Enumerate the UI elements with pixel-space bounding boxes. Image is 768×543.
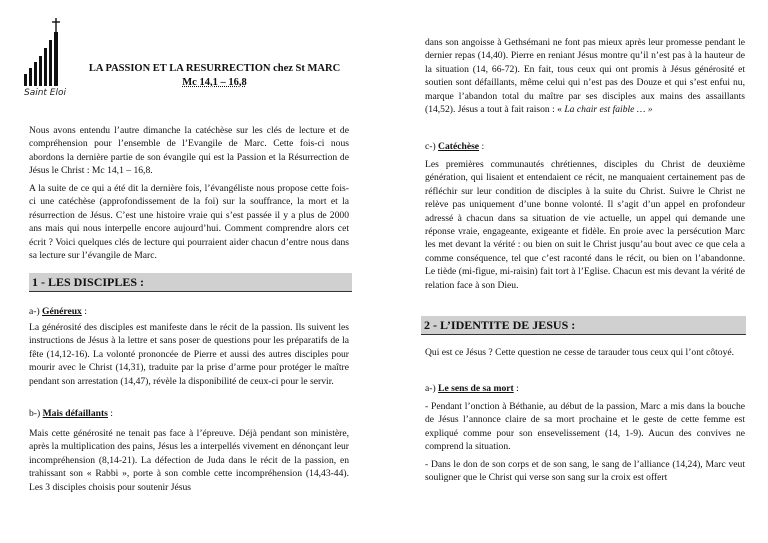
subheading-colon: : [479,141,485,152]
paragraph-sens-mort-2: - Dans le don de son corps et de son sang, le sang de l’alliance (14,24), Marc veut souligner que le Christ qui verse son sang sur la croix est offert [425,459,745,484]
subheading-prefix: b-) [29,408,43,419]
subheading-colon: : [513,383,519,394]
scripture-reference: Mc 14,1 – 16,8 [182,77,247,88]
saint-eloi-logo [20,16,70,106]
subheading-genereux [29,305,87,318]
paragraph-defaillants: Mais cette générosité ne tenait pas face à l’épreuve. Déjà pendant son ministère, après la multiplication des pains, Jésus les a interpellés vivement en dénonçant leur incompréhension (8,14-21). La défection de Juda dans le récit de la passion, en trahissant son « Rabbi », porte à son comble cette incompréhension (14,43-44). Les 3 disciples choisis pour soutenir Jésus [29,428,349,493]
subheading-defaillants [29,407,113,420]
subheading-title: Généreux [42,306,82,317]
section-heading-disciples: 1 - LES DISCIPLES : [29,273,352,292]
subheading-title: Catéchèse [438,141,480,152]
intro-paragraph-1: Nous avons entendu l’autre dimanche la catéchèse sur les clés de lecture et de compréhension pour l’ensemble de l’Evangile de Marc. Cette fois-ci nous abordons la dernière partie de son évangile qui est la Passion et la Résurrection de Jésus le Christ : Mc 14,1 – 16,8. [29,125,349,177]
subheading-title: Le sens de sa mort [438,383,514,394]
page-title: LA PASSION ET LA RESURRECTION chez St MARC [88,63,341,74]
subheading-prefix: a-) [425,383,439,394]
subheading-title: Mais défaillants [42,408,108,419]
subheading-colon: : [81,306,87,317]
logo-label: Saint Eloi [23,88,67,98]
subheading-sens-mort [425,382,519,395]
subheading-prefix: a-) [29,306,43,317]
paragraph-catechese: Les premières communautés chrétiennes, disciples du Christ de deuxième génération, qui lisaient et entendaient ce récit, ne manquaient certainement pas de réfléchir sur leur condition de disciples à la suite du Christ. Suivre le Christ ne relève pas uniquement d’une bonne volonté. Il s’agit d’un appel en profondeur adressé à chacun dans sa situation de vie actuelle, un appel qui demande une réponse vraie, engageante, exigeante et fidèle. En proie avec la persécution Marc les met devant la vérité : ou bien on suit le Christ jusqu’au bout avec ce que cela a comme conséquence, tel que c’est raconté dans le récit, ou bien on l’abandonne. Le tiède (mi-figue, mi-raisin) fait tort à l’Eglise. Chacun est mis devant la vérité de relation face à son Dieu. [425,159,745,291]
intro-paragraph-2: A la suite de ce qui a été dit la dernière fois, l’évangéliste nous propose cette fois-ci une catéchèse (approfondissement de la foi) sur la souffrance, la mort et la résurrection de Jésus. C’est une histoire vraie qui s’est passée il y a plus de 2000 ans mais qui nous interpelle encore aujourd’hui. Comment comprendre alors cet écrit ? Voici quelques clés de lecture qui pourraient aider chacun d’entre nous dans sa lecture sur l’évangile de Marc. [29,183,349,262]
section-heading-identite: 2 - L’IDENTITE DE JESUS : [421,316,746,335]
church-icon [20,16,70,88]
paragraph-genereux: La générosité des disciples est manifeste dans le récit de la passion. Ils suivent les instructions de Jésus à la lettre et sans poser de questions pour les préparatifs de la fête (14,12-16). La volonté prononcée de Pierre et aussi des autres disciples pour mourir avec le Christ (14,31), traduite par la prise d’arme pour protéger le maître pendant son arrestation (14,47), révèle la disponibilité de ceux-ci pour le servir. [29,322,349,387]
subheading-prefix: c-) [425,141,439,152]
paragraph-continuation [425,36,745,116]
paragraph-identite-intro: Qui est ce Jésus ? Cette question ne cesse de tarauder tous ceux qui l’ont côtoyé. [425,347,735,358]
subheading-catechese [425,140,484,153]
subheading-colon: : [107,408,113,419]
continuation-text: dans son angoisse à Gethsémani ne font pas mieux après leur promesse pendant le dernier repas (14,40). Pierre en reniant Jésus montre qu’il n’est pas à la hauteur de la situation (14, 66-72). En fait, tous ceux qui ont promis à Jésus générosité et soutien sont défaillants, même celui qui n’est pas des Douze et qui s’est enfui nu, marque l’abandon total du maître par ses disciples aux mains des assaillants (14,52). Jésus a tout à fait raison : « [425,37,745,116]
continuation-quote: La chair est faible … » [561,104,653,116]
paragraph-sens-mort-1: - Pendant l’onction à Béthanie, au début de la passion, Marc a mis dans la bouche de Jésus l’annonce claire de sa mort prochaine et le geste de cette femme est expliqué comme pour son ensevelissement (14, 1-9). Aucun des convives ne comprend la situation. [425,401,745,453]
